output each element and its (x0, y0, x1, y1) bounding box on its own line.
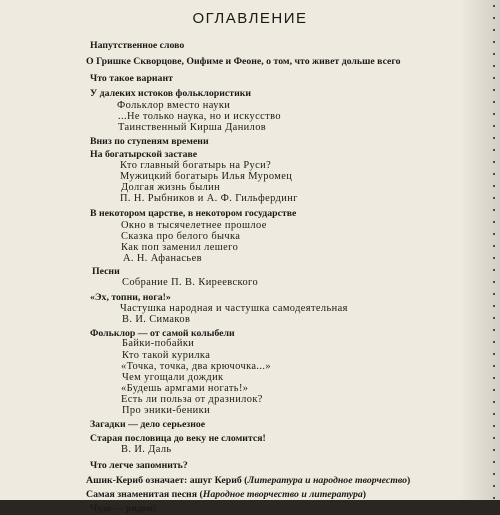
toc-entry: Старая пословица до веку не сломится! (90, 433, 266, 444)
toc-subentry: Как поп заменил лешего (121, 242, 239, 253)
toc-entry: У далеких истоков фольклористики (90, 88, 251, 99)
toc-subentry: Сказка про белого бычка (121, 231, 241, 242)
toc-entry: Ашик-Кериб означает: ашуг Кериб (Литература и народное творчество) (86, 475, 411, 486)
toc-entry: «Эх, топни, нога!» (90, 292, 171, 303)
toc-subentry: П. Н. Рыбников и А. Ф. Гильфердинг (120, 193, 298, 204)
toc-subentry: Таинственный Кирша Данилов (118, 122, 267, 133)
toc-subentry: В. И. Симаков (122, 314, 191, 325)
toc-subentry: Байки-побайки (122, 338, 195, 349)
toc-entry: Что такое вариант (90, 73, 173, 84)
toc-subentry: Собрание П. В. Киреевского (122, 277, 259, 288)
toc-subentry: В. И. Даль (121, 444, 172, 455)
toc-subentry: Долгая жизнь былин (121, 182, 221, 193)
toc-subentry: «Точка, точка, два крючочка...» (121, 361, 272, 372)
page-number-dots (488, 0, 500, 500)
toc-entry: Напутственное слово (90, 40, 185, 51)
toc-subentry: «Будешь армгами ногать!» (121, 383, 249, 394)
toc-entry: Фольклор — от самой колыбели (90, 328, 235, 339)
toc-entry: О Гришке Скворцове, Оифиме и Феоне, о том, что живет дольше всего (86, 56, 401, 67)
toc-subentry: Чем угощали дождик (122, 372, 224, 383)
toc-subentry: Кто такой курилка (122, 350, 211, 361)
toc-entry: Самая знаменитая песня (Народное творчество и литература) (86, 489, 367, 500)
toc-subentry: А. Н. Афанасьев (123, 253, 202, 264)
toc-entry: На богатырской заставе (90, 149, 198, 160)
toc-entry: Песни (92, 266, 120, 277)
page-title: ОГЛАВЛЕНИЕ (192, 10, 308, 27)
toc-subentry: Мужицкий богатырь Илья Муромец (120, 171, 293, 182)
toc-subentry: Окно в тысячелетнее прошлое (121, 220, 267, 231)
toc-entry: Загадки — дело серьезное (90, 419, 206, 430)
toc-subentry: Фольклор вместо науки (117, 100, 231, 111)
toc-subentry: Есть ли польза от дразнилок? (121, 394, 263, 405)
toc-subentry: Частушка народная и частушка самодеятельная (120, 303, 348, 314)
toc-entry: Вниз по ступеням времени (90, 136, 209, 147)
toc-subentry: ...Не только наука, но и искусство (118, 111, 281, 122)
toc-entry: В некотором царстве, в некотором государстве (90, 208, 297, 219)
toc-entry: Чудо — рядом! (90, 503, 157, 514)
toc-subentry: Кто главный богатырь на Руси? (120, 160, 272, 171)
toc-subentry: Про эники-беники (122, 405, 211, 416)
toc-entry: Что легче запомнить? (90, 460, 188, 471)
